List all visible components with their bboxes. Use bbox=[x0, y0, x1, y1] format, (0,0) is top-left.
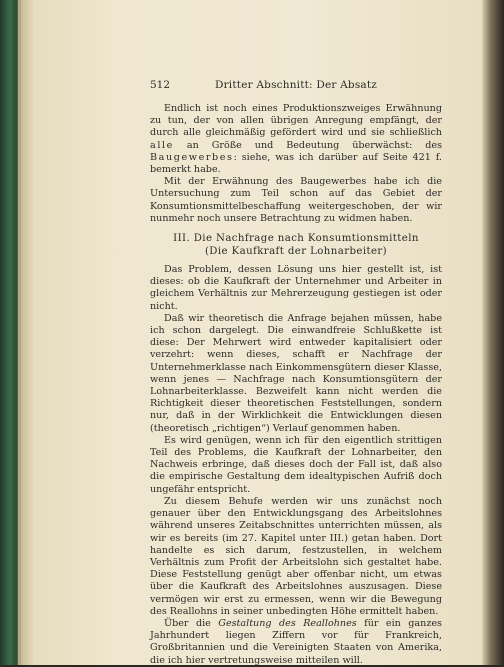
book-cover-edge bbox=[0, 0, 22, 665]
paragraph-4: Daß wir theoretisch die Anfrage bejahen müssen, habe ich schon dargelegt. Die einwandfreie Schlußkette ist diese: Der Mehrwert wird entweder kapitalisiert oder verzehrt: wenn dieses, schafft er Nachfrage der Unternehmerklasse nach Einkommensgütern dieser Klasse, wenn jenes — Nachfrage nach Konsumtionsgütern der Lohnarbeiterklasse. Bezweifelt kann nicht werden die Richtigkeit dieser theoretischen Feststellungen, sondern nur, daß in der Wirklichkeit die Entwicklungen diesen (theoretisch „richtigen“) Verlauf genommen haben. bbox=[150, 312, 442, 434]
page-gutter bbox=[22, 0, 36, 665]
paragraph-2: Mit der Erwähnung des Baugewerbes habe ich die Untersuchung zum Teil schon auf das Gebiet der Konsumtionsmittelbeschaffung weitergeschoben, der wir nunmehr noch unsere Betrachtung zu widmen haben. bbox=[150, 176, 442, 224]
section-heading bbox=[150, 233, 442, 258]
paragraph-1: Endlich ist noch eines Produktionszweiges Erwähnung zu tun, der von allen übrigen Anregung empfängt, der durch alle gleichmäßig gefördert wird und sie schließlich alle an Größe und Bedeutung überwächst: des Baugewerbes: siehe, was ich darüber auf Seite 421 f. bemerkt habe. bbox=[150, 103, 442, 176]
body-text bbox=[150, 103, 442, 667]
paragraph-7: Über die Gestaltung des Reallohnes für ein ganzes Jahrhundert liegen Ziffern vor für Frankreich, Großbritannien und die Vereinigten Staaten von Amerika, die ich hier vertretungsweise mitteilen will. bbox=[150, 617, 442, 666]
page-number: 512 bbox=[150, 79, 171, 91]
section-subtitle: (Die Kaufkraft der Lohnarbeiter) bbox=[204, 245, 388, 257]
paragraph-6: Zu diesem Behufe werden wir uns zunächst noch genauer über den Entwicklungsgang des Arbeitslohnes während unseres Zeitabschnittes unterrichten müssen, als wir es bereits (im 27. Kapitel unter III.) getan haben. Dort handelte es sich darum, festzustellen, in welchem Verhältnis zum Profit der Arbeitslohn sich gestaltet habe. Diese Feststellung genügt aber offenbar nicht, um etwas über die Kaufkraft des Arbeitslohnes auszusagen. Diese vermögen wir erst zu ermessen, wenn wir die Bewegung des Reallohns in seiner unbedingten Höhe ermittelt haben. bbox=[150, 495, 442, 617]
paragraph-3: Das Problem, dessen Lösung uns hier gestellt ist, ist dieses: ob die Kaufkraft der Unternehmer und Arbeiter in gleichem Verhältnis zur Mehrerzeugung gestiegen ist oder nicht. bbox=[150, 264, 442, 312]
section-title: III. Die Nachfrage nach Konsumtionsmitteln bbox=[173, 233, 419, 245]
paragraph-5: Es wird genügen, wenn ich für den eigentlich strittigen Teil des Problems, die Kaufkraft der Lohnarbeiter, den Nachweis erbringe, daß dieses doch der Fall ist, daß also die empirische Gestaltung dem idealtypischen Aufriß doch ungefähr entspricht. bbox=[150, 434, 442, 495]
page-right-edge bbox=[482, 0, 504, 665]
running-head: Dritter Abschnitt: Der Absatz bbox=[214, 79, 378, 91]
